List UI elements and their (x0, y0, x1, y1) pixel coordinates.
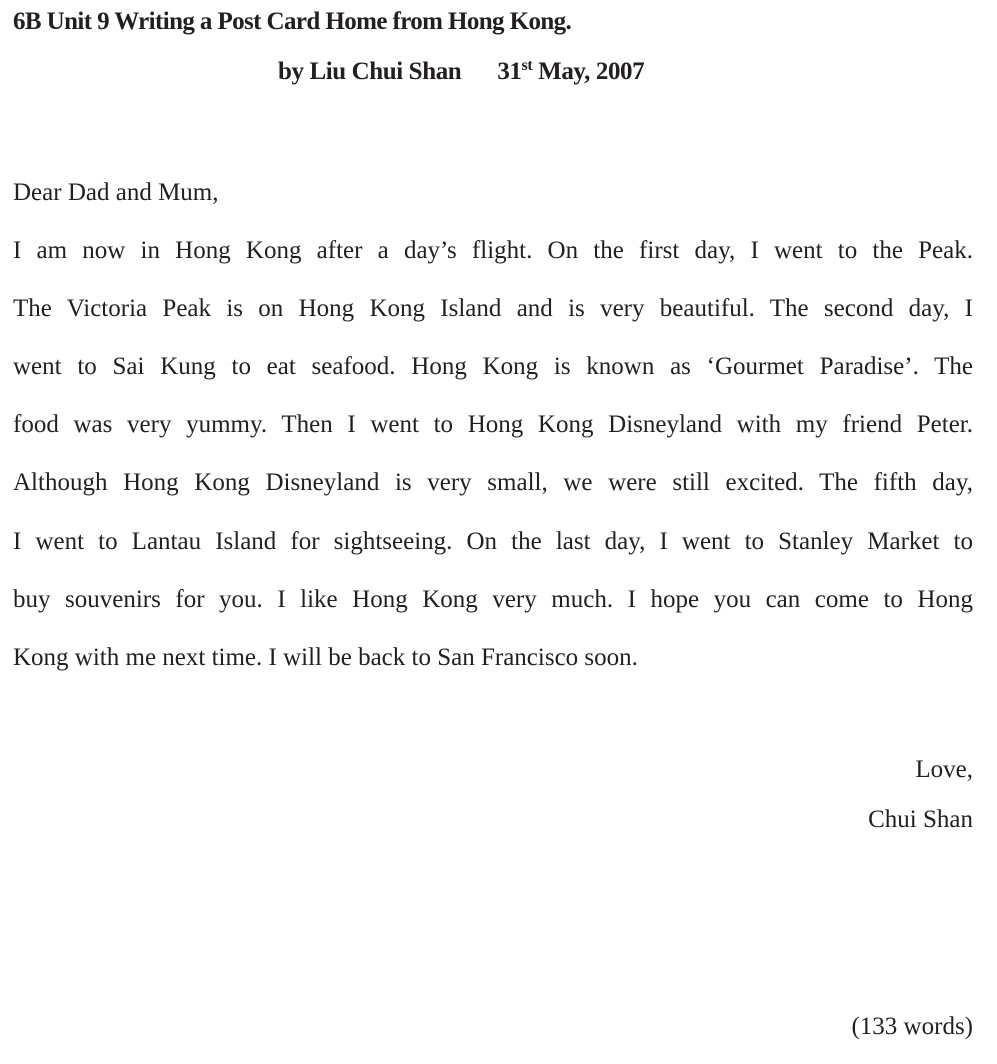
date-month-year: May, 2007 (532, 58, 645, 85)
letter-body-line-8: Kong with me next time. I will be back to San Francisco soon. (13, 644, 638, 671)
letter-salutation: Dear Dad and Mum, (13, 179, 219, 206)
letter-body-line-6: I went to Lantau Island for sightseeing. On the last day, I went to Stanley Market to (13, 528, 973, 555)
letter-body-line-2: The Victoria Peak is on Hong Kong Island and is very beautiful. The second day, I (13, 295, 973, 322)
date-ordinal-suffix: st (521, 57, 533, 74)
word-count: (133 words) (851, 1013, 973, 1040)
document-title: 6B Unit 9 Writing a Post Card Home from Hong Kong. (13, 8, 572, 35)
letter-closing: Love, (915, 756, 973, 783)
letter-body-line-7: buy souvenirs for you. I like Hong Kong very much. I hope you can come to Hong (13, 586, 973, 613)
letter-body-line-1: I am now in Hong Kong after a day’s flight. On the first day, I went to the Peak. (13, 237, 973, 264)
date-day: 31 (497, 58, 522, 85)
letter-body-line-5: Although Hong Kong Disneyland is very small, we were still excited. The fifth day, (13, 469, 973, 496)
byline (278, 58, 644, 86)
letter-body-line-3: went to Sai Kung to eat seafood. Hong Kong is known as ‘Gourmet Paradise’. The (13, 353, 973, 380)
letter-signature: Chui Shan (868, 806, 973, 833)
letter-body-line-4: food was very yummy. Then I went to Hong Kong Disneyland with my friend Peter. (13, 411, 973, 438)
author-name: by Liu Chui Shan (278, 58, 462, 85)
